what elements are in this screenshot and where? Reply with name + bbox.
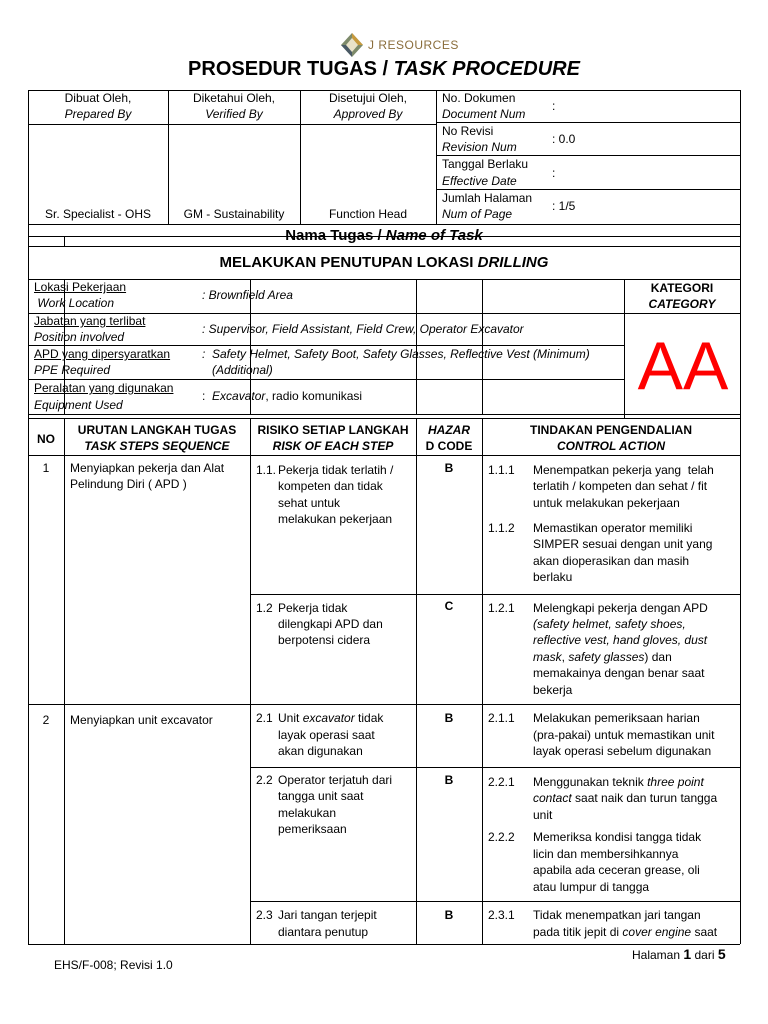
control-text: licin dan membersihkannya <box>533 847 679 861</box>
ppe-value-additional: (Additional) <box>212 363 273 377</box>
table-border <box>28 124 436 125</box>
control-text: reflective vest, hand gloves, dust <box>533 633 708 647</box>
control-number: 2.1.1 <box>488 711 515 725</box>
risk-text: dilengkapi APD dan <box>278 617 383 631</box>
control-text: Memastikan operator memiliki <box>533 521 693 535</box>
risk-number: 2.3 <box>256 908 273 922</box>
table-border <box>436 122 740 123</box>
control-text: memakainya dengan benar saat <box>533 666 705 680</box>
table-border <box>28 418 740 419</box>
task-step: Menyiapkan pekerja dan Alat <box>70 461 225 475</box>
control-number: 2.2.1 <box>488 775 515 789</box>
position-label-en: Position involved <box>34 330 125 344</box>
control-text: SIMPER sesuai dengan unit yang <box>533 537 713 551</box>
col-header-hazard: HAZAR <box>428 423 470 437</box>
control-text: Memeriksa kondisi tangga tidak <box>533 830 702 844</box>
risk-text: layak operasi saat <box>278 728 375 742</box>
page-count-label: Jumlah Halaman <box>442 191 533 205</box>
risk-text: sehat untuk <box>278 496 341 510</box>
control-text: Menempatkan pekerja yang telah <box>533 463 714 477</box>
table-border <box>28 246 740 247</box>
risk-text: berpotensi cidera <box>278 633 371 647</box>
control-text: Tidak menempatkan jari tangan <box>533 908 701 922</box>
ppe-label-en: PPE Required <box>34 363 111 377</box>
approved-by-label: Disetujui Oleh, <box>328 91 408 105</box>
task-name-value: MELAKUKAN PENUTUPAN LOKASI DRILLING <box>219 254 549 271</box>
table-border <box>250 767 740 768</box>
control-text: akan dioperasikan dan masih <box>533 554 690 568</box>
control-text: pada titik jepit di cover engine saat <box>533 925 718 939</box>
prepared-by-label-en: Prepared By <box>64 107 132 121</box>
risk-text: akan digunakan <box>278 744 363 758</box>
page-title: PROSEDUR TUGAS / TASK PROCEDURE <box>188 58 580 80</box>
table-border <box>436 90 437 224</box>
doc-number-label: No. Dokumen <box>442 91 516 105</box>
control-text: Menggunakan teknik three point <box>533 775 704 789</box>
category-value: AA <box>637 328 729 404</box>
control-text: Melengkapi pekerja dengan APD <box>533 601 708 615</box>
equipment-label: Peralatan yang digunakan <box>34 381 174 395</box>
table-border <box>28 224 740 225</box>
row-number: 2 <box>42 713 50 727</box>
verified-by-label-en: Verified By <box>205 107 263 121</box>
control-number: 1.2.1 <box>488 601 515 615</box>
control-text: layak operasi sebelum digunakan <box>533 744 712 758</box>
control-text: bekerja <box>533 683 573 697</box>
risk-number: 2.1 <box>256 711 273 725</box>
diamond-logo-icon <box>340 32 364 58</box>
revision-value: : 0.0 <box>552 132 576 146</box>
col-header-risk-en: RISK OF EACH STEP <box>272 439 394 453</box>
company-logo <box>340 32 470 60</box>
table-border <box>416 418 417 944</box>
control-text: mask, safety glasses) dan <box>533 650 672 664</box>
revision-label: No Revisi <box>442 124 494 138</box>
ppe-value: : Safety Helmet, Safety Boot, Safety Glasses, Reflective Vest (Minimum) <box>202 347 590 361</box>
form-code: EHS/F-008; Revisi 1.0 <box>54 958 173 972</box>
table-border <box>250 418 251 944</box>
position-value: : Supervisor, Field Assistant, Field Crew, Operator Excavator <box>202 322 524 336</box>
category-label-en: CATEGORY <box>648 297 716 311</box>
control-number: 2.2.2 <box>488 830 515 844</box>
risk-text: melakukan <box>278 806 337 820</box>
control-text: apabila ada ceceran grease, oli <box>533 863 700 877</box>
hazard-code: B <box>444 461 454 475</box>
table-border <box>28 379 624 380</box>
page-count-label-en: Num of Page <box>442 207 513 221</box>
effective-date-value: : <box>552 166 556 180</box>
col-header-control-en: CONTROL ACTION <box>557 439 665 453</box>
page-number: Halaman 1 dari 5 <box>632 946 726 962</box>
risk-text: Pekerja tidak terlatih / <box>278 463 394 477</box>
table-border <box>436 155 740 156</box>
effective-date-label-en: Effective Date <box>442 174 517 188</box>
hazard-code: B <box>444 711 454 725</box>
col-header-control: TINDAKAN PENGENDALIAN <box>530 423 692 437</box>
risk-text: Jari tangan terjepit <box>278 908 377 922</box>
table-border <box>436 189 740 190</box>
table-border <box>28 455 740 456</box>
effective-date-label: Tanggal Berlaku <box>442 157 529 171</box>
verified-by-label: Diketahui Oleh, <box>192 91 276 105</box>
control-text: atau lumpur di tangga <box>533 880 650 894</box>
approved-by-value: Function Head <box>328 207 408 221</box>
col-header-steps: URUTAN LANGKAH TUGAS <box>77 423 237 437</box>
hazard-code: C <box>444 599 454 613</box>
risk-text: melakukan pekerjaan <box>278 512 393 526</box>
table-border <box>28 944 740 945</box>
table-border <box>28 345 624 346</box>
prepared-by-value: Sr. Specialist - OHS <box>44 207 152 221</box>
ppe-label: APD yang dipersyaratkan <box>34 347 171 361</box>
table-border <box>250 594 740 595</box>
control-text: untuk melakukan pekerjaan <box>533 496 680 510</box>
page-count-value: : 1/5 <box>552 199 576 213</box>
prepared-by-label: Dibuat Oleh, <box>64 91 132 105</box>
doc-number-label-en: Document Num <box>442 107 526 121</box>
col-header-risk: RISIKO SETIAP LANGKAH <box>257 423 409 437</box>
table-border <box>250 901 740 902</box>
table-border <box>624 313 740 314</box>
row-number: 1 <box>42 461 50 475</box>
table-border <box>64 418 65 944</box>
logo-text: J RESOURCES <box>368 38 459 52</box>
hazard-code: B <box>444 773 454 787</box>
control-text: berlaku <box>533 570 573 584</box>
table-border <box>740 90 741 944</box>
control-number: 1.1.1 <box>488 463 515 477</box>
risk-text: Operator terjatuh dari <box>278 773 393 787</box>
risk-text: kompeten dan tidak <box>278 479 383 493</box>
task-step: Pelindung Diri ( APD ) <box>70 477 187 491</box>
control-text: (safety helmet, safety shoes, <box>533 617 686 631</box>
control-number: 1.1.2 <box>488 521 515 535</box>
task-step: Menyiapkan unit excavator <box>70 713 213 727</box>
table-border <box>28 414 740 415</box>
position-label: Jabatan yang terlibat <box>34 314 146 328</box>
risk-text: Unit excavator tidak <box>278 711 384 725</box>
risk-text: Pekerja tidak <box>278 601 348 615</box>
work-location-value: : Brownfield Area <box>202 288 293 302</box>
risk-number: 1.2 <box>256 601 273 615</box>
category-label: KATEGORI <box>650 281 714 295</box>
control-text: Melakukan pemeriksaan harian <box>533 711 700 725</box>
col-header-hazard-2: D CODE <box>425 439 473 453</box>
work-location-label-en: Work Location <box>34 296 115 310</box>
table-border <box>28 279 740 280</box>
risk-text: pemeriksaan <box>278 822 347 836</box>
risk-text: diantara penutup <box>278 925 369 939</box>
table-border <box>28 704 740 705</box>
revision-label-en: Revision Num <box>442 140 517 154</box>
task-name-label: Nama Tugas / Name of Task <box>285 227 483 244</box>
approved-by-label-en: Approved By <box>333 107 403 121</box>
table-border <box>482 418 483 944</box>
verified-by-value: GM - Sustainability <box>183 207 285 221</box>
doc-number-value: : <box>552 99 556 113</box>
control-text: (pra-pakai) untuk memastikan unit <box>533 728 715 742</box>
col-header-steps-en: TASK STEPS SEQUENCE <box>84 439 230 453</box>
equipment-label-en: Equipment Used <box>34 398 123 412</box>
control-text: unit <box>533 808 553 822</box>
work-location-label: Lokasi Pekerjaan <box>34 280 127 294</box>
control-text: terlatih / kompeten dan sehat / fit <box>533 479 708 493</box>
hazard-code: B <box>444 908 454 922</box>
risk-number: 2.2 <box>256 773 273 787</box>
risk-text: tangga unit saat <box>278 789 364 803</box>
col-header-no: NO <box>37 432 55 446</box>
control-text: contact saat naik dan turun tangga <box>533 791 718 805</box>
risk-number: 1.1. <box>256 463 277 477</box>
equipment-value: : Excavator, radio komunikasi <box>202 389 363 403</box>
control-number: 2.3.1 <box>488 908 515 922</box>
